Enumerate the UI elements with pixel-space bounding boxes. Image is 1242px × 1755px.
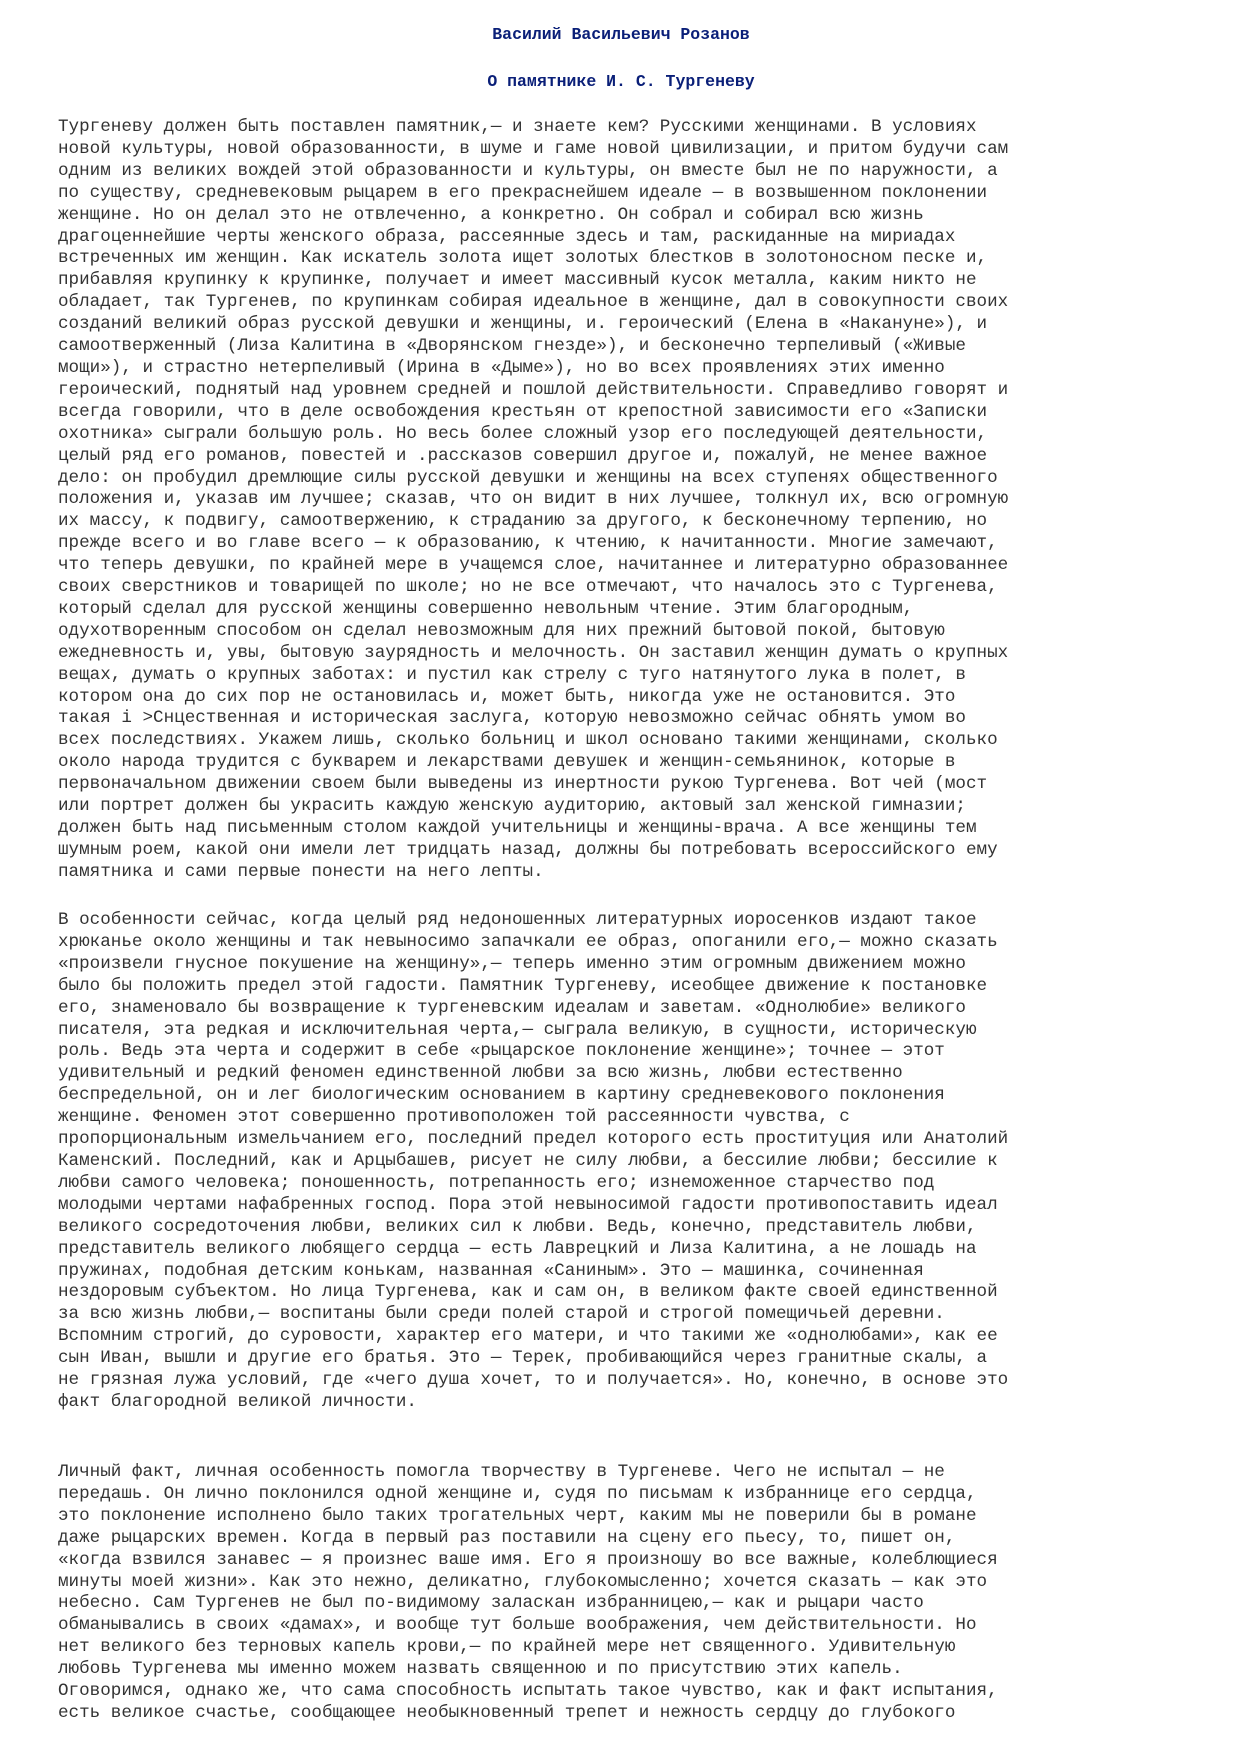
paragraph-3: Личный факт, личная особенность помогла творчеству в Тургеневе. Чего не испытал — не передашь. Он лично поклонился одной женщине и, судя по письмам к избраннице его сердца, это поклонение исполнено было таких трогательных черт, каким мы не поверили бы в романе даже рыцарских времен. Когда в первый раз поставили на сцену его пьесу, то, пишет он, «когда взвился занавес — я произнес ваше имя. Его я произношу во все важные, колеблющиеся минуты моей жизни». Как это нежно, деликатно, глубокомысленно; хочется сказать — как это небесно. Сам Тургенев не был по-видимому заласкан избранницею,— как и рыцари часто обманывались в своих «дамах», и вообще тут больше воображения, чем действительности. Но нет великого без терновых капель крови,— по крайней мере нет священного. Удивительную любовь Тургенева мы именно можем назвать священною и по присутствию этих капель. Оговоримся, однако же, что сама способность испытать такое чувство, как и факт испытания, есть великое счастье, сообщающее необыкновенный трепет и нежность сердцу до глубокого — [58, 1462, 998, 1723]
paragraph-2: В особенности сейчас, когда целый ряд недоношенных литературных иоросенков издают такое хрюканье около женщины и так невыносимо запачкали ее образ, опоганили его,— можно сказать «произвели гнусное покушение на женщину»,— теперь именно этим огромным движением можно было бы положить предел этой гадости. Памятник Тургеневу, исеобщее движение к постановке его, знаменовало бы возвращение к тургеневским идеалам и заветам. «Однолюбие» великого писателя, эта редкая и исключительная черта,— сыграла великую, в сущности, историческую роль. Ведь эта черта и содержит в себе «рыцарское поклонение женщине»; точнее — этот удивительный и редкий феномен единственной любви за всю жизнь, любви естественно беспредельной, он и лег биологическим основанием в картину средневекового поклонения женщине. Феномен этот совершенно противоположен той рассеянности чувства, с пропорциональным измельчанием его, последний предел которого есть проституция или Анатолий Каменский. Последний, как и Арцыбашев, рисует не силу любви, а бессилие любви; бессилие к любви самого человека; поношенность, потрепанность его; изнеможенное старчество под молодыми чертами нафабренных господ. Пора этой невыносимой гадости противопоставить идеал великого сосредоточения любви, великих сил к любви. Ведь, конечно, представитель любви, представитель великого любящего сердца — есть Лаврецкий и Лиза Калитина, а не лошадь на пружинах, подобная детским конькам, названная «Саниным». Это — машинка, сочиненная нездоровым субъектом. Но лица Тургенева, как и сам он, в великом факте своей единственной за всю жизнь любви,— воспитаны были среди полей старой и строгой помещичьей деревни. Вспомним строгий, до суровости, характер его матери, и что такими же «однолюбами», как ее сын Иван, вышли и другие его братья. Это — Терек, пробивающийся через гранитные скалы, а не грязная лужа условий, где «чего душа хочет, то и получается». Но, конечно, в основе это факт благородной великой личности. — [58, 910, 1009, 1412]
paragraph-1: Тургеневу должен быть поставлен памятник,— и знаете кем? Русскими женщинами. В условиях новой культуры, новой образованности, в шуме и гаме новой цивилизации, и притом будучи сам одним из великих вождей этой образованности и культуры, он вместе был не по наружности, а по существу, средневековым рыцарем в его прекраснейшем идеале — в возвышенном поклонении женщине. Но он делал это не отвлеченно, а конкретно. Он собрал и собирал всю жизнь драгоценнейшие черты женского образа, рассеянные здесь и там, раскиданные на мириадах встреченных им женщин. Как искатель золота ищет золотых блестков в золотоносном песке и, прибавляя крупинку к крупинке, получает и имеет массивный кусок металла, каким никто не обладает, так Тургенев, по крупинкам собирая идеальное в женщине, дал в совокупности своих созданий великий образ русской девушки и женщины, и. героический (Елена в «Накануне»), и самоотверженный (Лиза Калитина в «Дворянском гнезде»), и бесконечно терпеливый («Живые мощи»), и страстно нетерпеливый (Ирина в «Дыме»), но во всех проявлениях этих именно героический, поднятый над уровнем средней и пошлой действительности. Справедливо говорят и всегда говорили, что в деле освобождения крестьян от крепостной зависимости его «Записки охотника» сыграли большую роль. Но весь более сложный узор его последующей деятельности, целый ряд его романов, повестей и .рассказов совершил другое и, пожалуй, не менее важное дело: он пробудил дремлющие силы русской девушки и женщины на всех ступенях общественного положения и, указав им лучшее; сказав, что он видит в них лучшее, толкнул их, всю огромную их массу, к подвигу, самоотвержению, к страданию за другого, к бесконечному терпению, но прежде всего и во главе всего — к образованию, к чтению, к начитанности. Многие замечают, что теперь девушки, по крайней мере в учащемся слое, начитаннее и литературно образованнее своих сверстников и товарищей по школе; но не все отмечают, что началось это с Тургенева, который сделал для русской женщины совершенно невольным чтение. Этим благородным, одухотворенным способом он сделал невозможным для них прежний бытовой покой, бытовую ежедневность и, увы, бытовую заурядность и мелочность. Он заставил женщин думать о крупных вещах, думать о крупных заботах: и пустил как стрелу с туго натянутого лука в полет, в котором она до сих пор не остановилась и, может быть, никогда уже не остановится. Это такая і >Снцественная и историческая заслуга, которую невозможно сейчас обнять умом во всех последствиях. Укажем лишь, сколько больниц и школ основано такими женщинами, сколько около народа трудится с букварем и лекарствами девушек и женщин-семьянинок, которые в первоначальном движении своем были выведены из инертности рукою Тургенева. Вот чей (мост или портрет должен бы украсить каждую женскую аудиторию, актовый зал женской гимназии; должен быть над письменным столом каждой учительницы и женщины-врача. А все женщины тем шумным роем, какой они имели лет тридцать назад, должны бы потребовать всероссийского ему памятника и сами первые понести на него лепты. — [58, 117, 1009, 882]
author-name: Василий Васильевич Розанов — [492, 25, 750, 44]
document-title: О памятнике И. С. Тургеневу — [487, 72, 755, 91]
